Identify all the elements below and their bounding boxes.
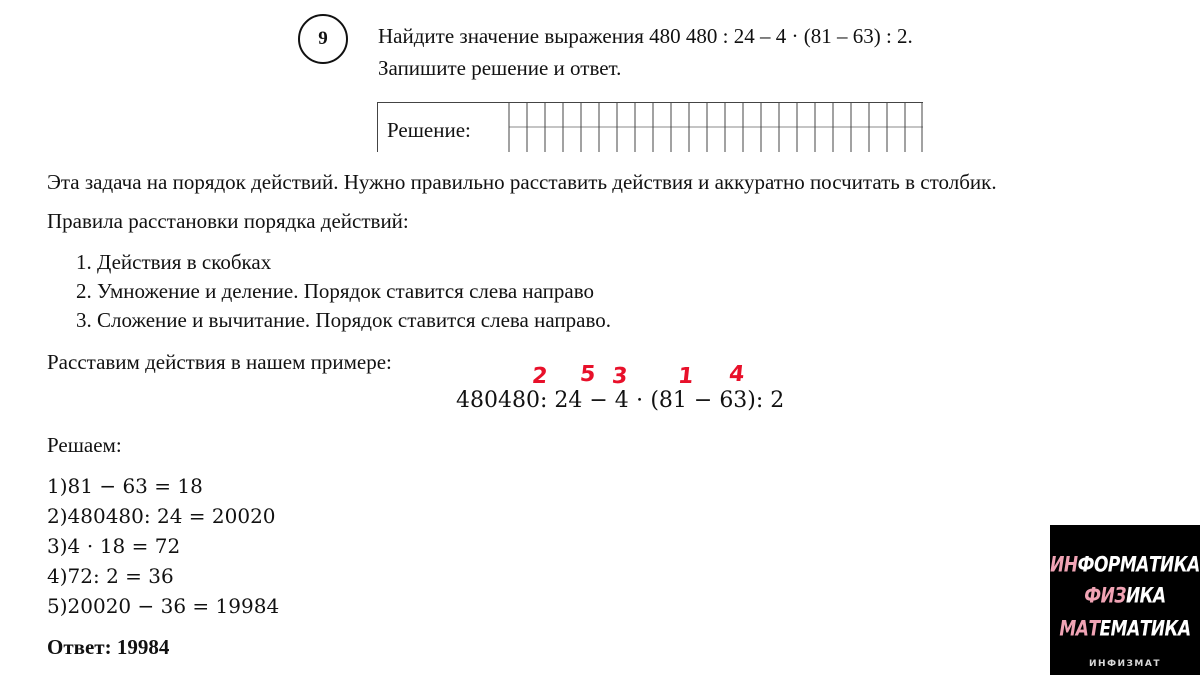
order-mark: 4	[727, 362, 746, 387]
steps-list	[47, 471, 279, 621]
task-number: 9	[318, 28, 328, 49]
order-mark: 1	[676, 364, 695, 389]
expression: 480480: 24 − 4 ⋅ (81 − 63): 2	[456, 388, 785, 413]
step-line: 4)72: 2 = 36	[47, 564, 174, 588]
answer: Ответ: 19984	[47, 635, 170, 659]
rules-list	[47, 248, 611, 335]
logo-line-informatika	[1050, 553, 1200, 578]
solution-label: Решение:	[387, 118, 471, 142]
step-line: 5)20020 − 36 = 19984	[47, 594, 280, 618]
rule-item: 2. Умножение и деление. Порядок ставится слева направо	[97, 277, 611, 306]
infizmat-logo	[1050, 525, 1200, 675]
logo-accent: ФИЗ	[1084, 583, 1126, 609]
order-mark: 3	[610, 364, 629, 389]
order-title: Расставим действия в нашем примере:	[47, 350, 392, 374]
task-question: Найдите значение выражения 480 480 : 24 – 4 · (81 – 63) : 2.	[378, 24, 913, 48]
intro-text: Эта задача на порядок действий. Нужно правильно расставить действия и аккуратно посчитать в столбик.	[47, 170, 997, 194]
rules-title: Правила расстановки порядка действий:	[47, 209, 409, 233]
task-instruction: Запишите решение и ответ.	[378, 56, 622, 80]
logo-footer: ИНФИЗМАТ	[1089, 659, 1161, 669]
order-mark: 5	[578, 362, 597, 387]
logo-rest: ФОРМАТИКА	[1077, 552, 1200, 578]
step-line: 1)81 − 63 = 18	[47, 474, 203, 498]
logo-accent: МАТ	[1059, 616, 1100, 642]
logo-rest: ИКА	[1125, 583, 1166, 609]
logo-accent: ИН	[1050, 552, 1078, 578]
solve-title: Решаем:	[47, 433, 122, 457]
step-line: 2)480480: 24 = 20020	[47, 504, 276, 528]
rule-item: 1. Действия в скобках	[97, 248, 611, 277]
logo-rest: ЕМАТИКА	[1099, 616, 1191, 642]
rule-item: 3. Сложение и вычитание. Порядок ставится слева направо.	[97, 306, 611, 335]
task-number-badge	[298, 14, 348, 64]
step-line: 3)4 ⋅ 18 = 72	[47, 534, 181, 558]
logo-line-fizika	[1050, 584, 1200, 609]
order-mark: 2	[530, 364, 549, 389]
solution-grid	[377, 102, 923, 152]
logo-line-matematika	[1050, 617, 1200, 642]
